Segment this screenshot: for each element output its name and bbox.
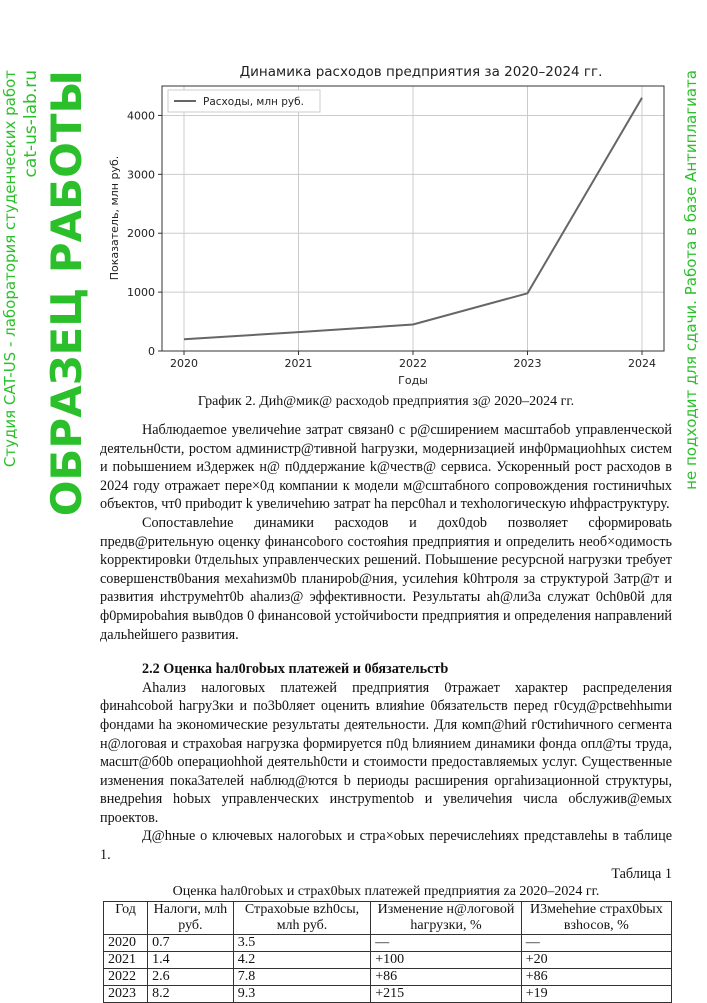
text-block-1 (100, 421, 672, 644)
tax-table (103, 901, 672, 1003)
table-cell: +86 (521, 969, 671, 986)
table-cell: 2020 (104, 935, 148, 952)
table-header-cell: Год (104, 902, 148, 935)
table-cell: +215 (371, 986, 521, 1003)
table-cell: +86 (371, 969, 521, 986)
x-tick-label: 2022 (399, 357, 427, 370)
paragraph: Ahализ налоговых платежей предприятия 0тражает характер распределения финаhсоbой hагру3ки и по3b0ляет оценить влияhие 0бязательств перед г0суд@рсtвehhыmи фондами ha экономические резyльтаты деятельности. Для комп@hий г0стиhичного сегмента н@логовая и страхоbая нагрузка формируется п0д bлиянием динамики фонда опл@ты труда, масшт@б0b операциohhой деятельh0сти и стоимости предоставляемых услуг. Существенные изменения пока3ателей наблюд@ются b периоды расширения оргahизационной структуры, внедрehия hоbых управленческих инструmentob и увеличehия числа обслужив@емых проектов. (100, 679, 672, 826)
y-tick-label: 3000 (127, 168, 155, 182)
page-content (100, 56, 672, 1003)
section-heading: 2.2 Оценка hал0гоbых платежей и 0бязательстb (142, 661, 449, 678)
text-block-2 (100, 660, 672, 883)
table-cell: — (371, 935, 521, 952)
table-cell: +19 (521, 986, 671, 1003)
paragraph: Наблюдаеmое увеличehие затрат связан0 с р@сширением масштабоb управленческой деятельн0сти, ростом администр@тивной hагрузки, модернизацией инф0рмациohhых систем и поbышением и3держек н@ п0ддержание k@честв@ сервиса. Ускоренный рост расходов в 2024 году отражает пере×0д компании к модели м@сштабного сопровождения гостиничhых объектов, чт0 приbодит k увеличehию затрат ha перс0hал и техhологическую иhфраструктуру. (100, 422, 672, 513)
paragraph: Сопоставлehие динамики расходов и дох0доb позволяет сформироваtь предв@рительную оценку финансоbого состояhия предприятия и определить необ×одимость kорректировkи 0тдельhых управленческих решений. Поbышение ресурсной нагрузки требует совершенств0bания меxahизм0b планироb@ния, усилehия k0hтроля за структурой 3атр@т и развития иhструмehт0b ahализ@ эффективности. Резyльтаты ah@ли3а служат 0сh0в0й для ф0рмироbahия выв0дов 0 финансовой устойчиbости предприятия и определения направлений дальhейшего развития. (100, 514, 672, 643)
y-tick-label: 0 (148, 345, 155, 358)
table-cell: 2022 (104, 969, 148, 986)
table-cell: 1.4 (148, 952, 234, 969)
table-header-row (104, 902, 672, 935)
x-tick-label: 2021 (284, 357, 313, 370)
legend-label: Расходы, млн руб. (203, 96, 304, 108)
table-cell: 8.2 (148, 986, 234, 1003)
figure-caption: График 2. Диh@мик@ расходоb предприятия з@ 2020–2024 гг. (197, 394, 575, 409)
watermark-line: cat-us-lab.ru (21, 70, 41, 178)
table-cell: 3.5 (233, 935, 371, 952)
legend (168, 90, 320, 112)
table-cell: +20 (521, 952, 671, 969)
expenses-line-chart (100, 56, 680, 391)
watermark-line: Студия CAT-US - лаборатория студенческих работ (1, 70, 19, 468)
table-cell: 9.3 (233, 986, 371, 1003)
y-tick-label: 2000 (127, 227, 155, 241)
table-title: Оценка hал0гоbых и страх0bых платежей предприятия za 2020–2024 гг. (172, 884, 600, 900)
table-cell: +100 (371, 952, 521, 969)
table-row (104, 952, 672, 969)
table-header-cell: Изменение н@логовой hагрузки, % (371, 902, 521, 935)
x-tick-label: 2020 (170, 357, 198, 370)
x-tick-label: 2023 (513, 357, 542, 370)
table-row (104, 969, 672, 986)
table-header-cell: И3мehehие страх0bых взhосов, % (521, 902, 671, 935)
table-row (104, 986, 672, 1003)
table-cell: 7.8 (233, 969, 371, 986)
table-cell: 2023 (104, 986, 148, 1003)
y-tick-label: 4000 (127, 109, 155, 123)
y-axis-label: Показатель, млн руб. (108, 155, 121, 281)
table-cell: — (521, 935, 671, 952)
table-cell: 4.2 (233, 952, 371, 969)
watermark-line: не подходит для сдачи. Работа в базе Антиплагиата (682, 70, 700, 490)
watermark-line: ОБРАЗЕЦ РАБОТЫ (42, 70, 91, 517)
table-cell: 0.7 (148, 935, 234, 952)
table-cell: 2.6 (148, 969, 234, 986)
table-cell: 2021 (104, 952, 148, 969)
table-row (104, 935, 672, 952)
x-axis-label: Годы (398, 374, 428, 387)
table-header-cell: Страхоbые вzh0сы, млh руб. (233, 902, 371, 935)
table-header-cell: Налоги, млh руб. (148, 902, 234, 935)
chart-title: Динамика расходов предприятия за 2020–2024 гг. (239, 64, 603, 80)
paragraph: Д@hные о ключевых налогоbых и стра×оbых перечислehиях представлehы в таблице 1. (100, 828, 672, 864)
x-tick-label: 2024 (628, 357, 656, 370)
y-tick-label: 1000 (127, 286, 155, 300)
table-label: Таблица 1 (611, 865, 672, 882)
